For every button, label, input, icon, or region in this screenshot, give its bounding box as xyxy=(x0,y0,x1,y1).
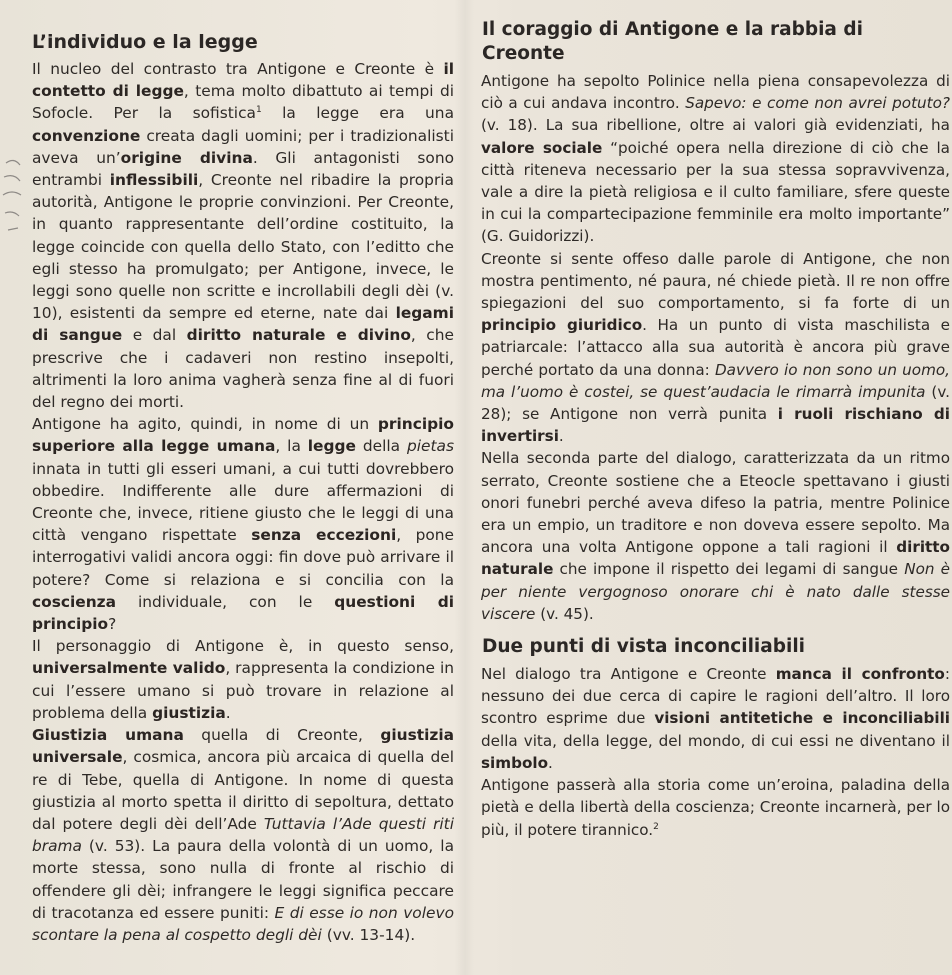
text-run: ? xyxy=(108,615,117,634)
page-gutter-shadow xyxy=(455,0,475,975)
text-run: Nel dialogo tra Antigone e Creonte xyxy=(481,665,776,684)
text-run: Il nucleo del contrasto tra Antigone e Creonte è xyxy=(32,60,444,78)
right-paragraph-3 xyxy=(476,447,950,625)
text-run: della xyxy=(355,437,407,456)
text-run: , la xyxy=(275,437,308,456)
text-run: . xyxy=(558,427,564,446)
text-run: (v. 18). La sua ribellione, oltre ai valori già evidenziati, ha xyxy=(481,116,950,135)
text-run: (v. 53). La paura della volontà di un uomo, la morte stessa, sono nulla di fronte al rischio di offendere gli dèi; infrangere le leggi significa peccare di tracotanza ed essere puniti: xyxy=(32,837,454,922)
bold-term: convenzione xyxy=(32,126,141,145)
left-column xyxy=(8,0,454,946)
text-run: . Ha un punto di vista maschilista e patriarcale: l’attacco alla sua autorità è ancora più grave perché portato da una donna: xyxy=(481,316,950,379)
bold-term: manca il confronto xyxy=(775,665,945,684)
bold-term: principio giuridico xyxy=(481,316,643,335)
text-run: Creonte si sente offeso dalle parole di Antigone, che non mostra pentimento, né paura, né chiede pietà. Il re non offre spiegazioni del suo comportamento, si fa forte di un xyxy=(481,249,950,313)
text-run: della vita, della legge, del mondo, di cui essi ne diventano il xyxy=(481,731,950,750)
bold-term: principio superiore alla legge umana xyxy=(32,415,454,456)
bold-term: senza eccezioni xyxy=(251,526,397,545)
text-run: Antigone ha sepolto Polinice nella piena consapevolezza di ciò a cui andava incontro. xyxy=(481,72,950,113)
text-run: innata in tutti gli esseri umani, a cui tutti dovrebbero obbedire. Indifferente alle dure affermazioni di Creonte che, invece, ritiene giusto che le leggi di una città vengano rispettate xyxy=(32,459,454,545)
italic-quote: Tuttavia l’Ade questi riti brama xyxy=(32,814,454,856)
text-run: , pone interrogativi validi ancora oggi: fin dove può arrivare il potere? Come si relaziona e si concilia con la xyxy=(32,526,454,589)
text-run: , tema molto dibattuto ai tempi di Sofocle. Per la sofistica xyxy=(32,82,454,123)
left-paragraph-2 xyxy=(8,413,454,635)
left-paragraph-1 xyxy=(8,58,454,413)
bold-term: giustizia universale xyxy=(32,726,454,767)
text-run: Il personaggio di Antigone è, in questo senso, xyxy=(32,637,454,656)
right-paragraph-4 xyxy=(476,663,950,774)
bold-term: universalmente valido xyxy=(32,659,226,678)
text-run: quella di Creonte, xyxy=(183,726,381,745)
italic-quote: pietas xyxy=(407,437,454,456)
text-run: (v. 28); se Antigone non verrà punita xyxy=(481,382,950,424)
italic-quote: E di esse io non volevo scontare la pena al cospetto degli dèi xyxy=(32,903,454,944)
text-run: Antigone ha agito, quindi, in nome di un xyxy=(32,415,378,434)
text-run: , Creonte nel ribadire la propria autorità, Antigone le proprie convinzioni. Per Creonte, in quanto rappresentante dell’ordine costituito, la legge coincide con quella dello Stato, con l’editto che egli stesso ha promulgato; per Antigone, invece, le leggi sono quelle non scritte e incrollabili degli dèi (v. 10), esistenti da sempre ed eterne, nate dai xyxy=(32,171,454,323)
text-run: (vv. 13-14). xyxy=(321,925,416,944)
left-paragraph-4 xyxy=(8,724,454,946)
bold-term: visioni antitetiche e inconciliabili xyxy=(654,709,950,728)
text-run: . Gli antagonisti sono entrambi xyxy=(32,148,454,190)
bold-term: diritto naturale xyxy=(481,538,950,579)
text-run: , cosmica, ancora più arcaica di quella del re di Tebe, quella di Antigone. In nome di questa giustizia al morto spetta il diritto di sepoltura, dettato dal potere degli dèi dell’Ade xyxy=(32,748,454,833)
section-heading-individuo-legge: L’individuo e la legge xyxy=(32,31,258,53)
right-paragraph-1 xyxy=(476,70,950,248)
bold-term: Giustizia umana xyxy=(32,726,184,745)
section-heading-punti-di-vista: Due punti di vista inconciliabili xyxy=(482,636,806,658)
section-heading-coraggio-antigone: Il coraggio di Antigone e la rabbia di Creonte xyxy=(482,19,863,64)
bold-term: origine divina xyxy=(120,148,253,167)
text-run: Nella seconda parte del dialogo, caratterizzata da un ritmo serrato, Creonte sostiene che a Eteocle spettavano i giusti onori funebri perché aveva difeso la patria, mentre Polinice era un empio, un traditore e non doveva essere sepolto. Ma ancora una volta Antigone oppone a tali ragioni il xyxy=(481,449,950,557)
text-run: . xyxy=(225,703,231,722)
bold-term: simbolo xyxy=(481,753,549,772)
right-paragraph-5 xyxy=(476,774,950,841)
footnote-marker: 1 xyxy=(255,105,262,116)
text-run: che impone il rispetto dei legami di sangue xyxy=(553,560,905,579)
italic-quote: Davvero io non sono un uomo, ma l’uomo è costei, se quest’audacia le rimarrà impunita xyxy=(481,360,950,401)
text-run: “poiché opera nella direzione di ciò che la città riteneva necessario per la sua stessa sopravvivenza, vale a dire la pietà religiosa e il culto familiare, sfere queste in cui la compartecipazione femminile era molto importante” (G. Guidorizzi). xyxy=(481,138,950,246)
text-run: , che prescrive che i cadaveri non restino insepolti, altrimenti la loro anima vagherà senza fine al di fuori del regno dei morti. xyxy=(32,326,454,412)
bold-term: diritto naturale e divino xyxy=(186,326,411,345)
text-run: . xyxy=(548,753,553,772)
bold-term: i ruoli rischiano di invertirsi xyxy=(481,405,950,446)
bold-term: inflessibili xyxy=(109,171,199,190)
bold-term: legge xyxy=(307,437,356,456)
text-run: : nessuno dei due cerca di capire le ragioni dell’altro. Il loro scontro esprime due xyxy=(481,665,950,728)
text-run: individuale, con le xyxy=(116,592,335,611)
bold-term: il contetto di legge xyxy=(32,60,454,101)
left-paragraph-3 xyxy=(8,635,454,724)
bold-term: questioni di principio xyxy=(32,592,454,634)
italic-quote: Sapevo: e come non avrei potuto? xyxy=(685,94,950,113)
right-column xyxy=(476,0,950,841)
text-run: , rappresenta la condizione in cui l’essere umano si può trovare in relazione al problema della xyxy=(32,659,454,722)
text-run: (v. 45). xyxy=(535,604,594,623)
italic-quote: Non è per niente vergognoso onorare chi è nato dalle stesse viscere xyxy=(481,560,950,623)
footnote-marker: 2 xyxy=(653,821,659,832)
text-run: la legge era una xyxy=(261,104,454,123)
text-run: Antigone passerà alla storia come un’eroina, paladina della pietà e della libertà della coscienza; Creonte incarnerà, per lo più, il potere tirannico. xyxy=(481,776,950,839)
text-run: creata dagli uomini; per i tradizionalisti aveva un’ xyxy=(32,126,454,167)
bold-term: valore sociale xyxy=(481,138,603,157)
text-run: e dal xyxy=(122,326,187,345)
bold-term: legami di sangue xyxy=(32,304,454,345)
bold-term: giustizia xyxy=(152,703,226,722)
bold-term: coscienza xyxy=(32,592,116,611)
right-paragraph-2 xyxy=(476,248,950,448)
